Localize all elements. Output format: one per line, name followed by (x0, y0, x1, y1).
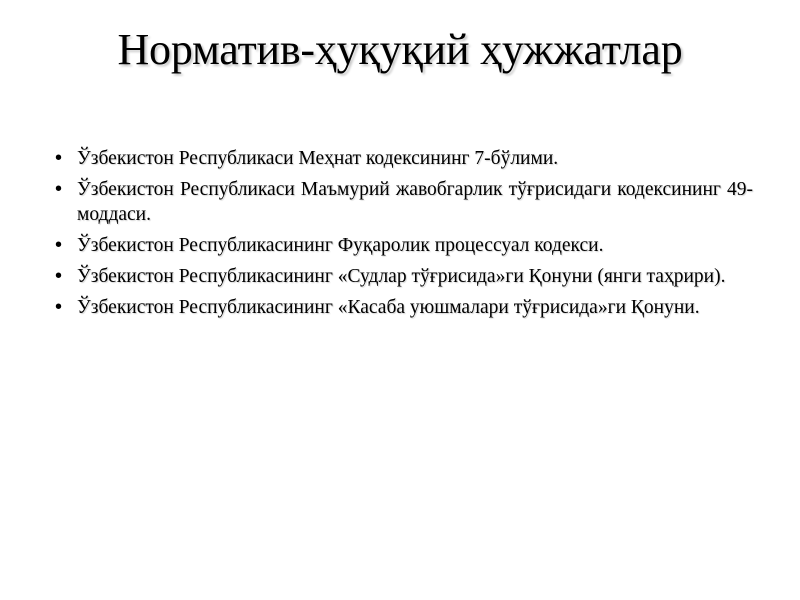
list-item-text: Ўзбекистон Республикаси Маъмурий жавобгарлик тўғрисидаги кодексининг 49-моддаси. (77, 179, 753, 225)
list-item-text: Ўзбекистон Республикаси Меҳнат кодексининг 7-бўлими. (77, 148, 559, 169)
list-item (55, 295, 753, 320)
list-item (55, 264, 753, 289)
bullet-icon: • (55, 296, 63, 318)
list-item-text: Ўзбекистон Республикасининг Фуқаролик процессуал кодекси. (77, 235, 604, 256)
bullet-icon: • (55, 147, 63, 169)
list-item-text: Ўзбекистон Республикасининг «Судлар тўғрисида»ги Қонуни (янги таҳрири). (77, 266, 726, 287)
list-item (55, 177, 753, 227)
slide-title: Норматив-ҳуқуқий ҳужжатлар (117, 25, 683, 74)
bullet-icon: • (55, 178, 63, 200)
list-item-text: Ўзбекистон Республикасининг «Касаба уюшмалари тўғрисида»ги Қонуни. (77, 297, 700, 318)
bullet-list (55, 146, 753, 326)
bullet-icon: • (55, 234, 63, 256)
list-item (55, 233, 753, 258)
list-item (55, 146, 753, 171)
bullet-icon: • (55, 265, 63, 287)
